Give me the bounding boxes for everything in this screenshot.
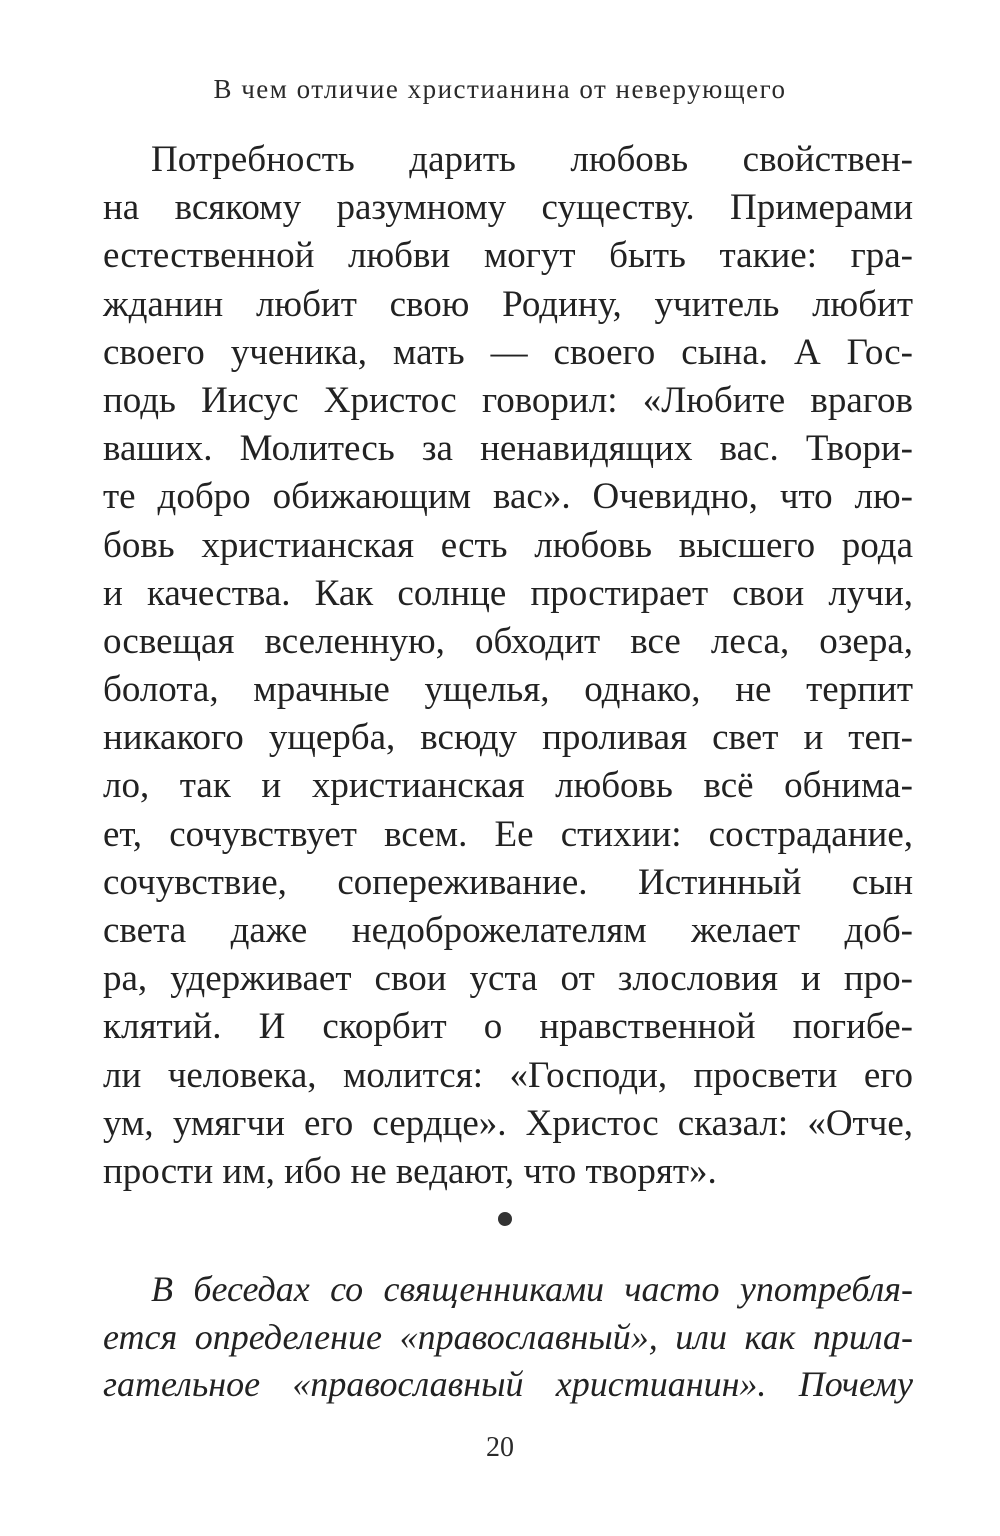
paragraph-line: болота, мрачные ущелья, однако, не терпит (103, 669, 913, 711)
paragraph-line: света даже недоброжелателям желает доб- (103, 910, 913, 951)
question-line: ется определение «православный», или как прила- (103, 1316, 913, 1357)
paragraph-line: освещая вселенную, обходит все леса, озера, (103, 620, 913, 662)
paragraph-line: ваших. Молитесь за ненавидящих вас. Твори- (103, 428, 913, 470)
paragraph-line: жданин любит свою Родину, учитель любит (103, 283, 913, 325)
running-head: В чем отличие христианина от неверующего (213, 74, 787, 104)
question-paragraph (103, 1266, 913, 1409)
question-line: гательное «православный христианин». Почему (103, 1364, 913, 1404)
paragraph-line: те добро обижающим вас». Очевидно, что лю- (103, 476, 913, 518)
paragraph-line: ра, удерживает свои уста от злословия и про- (103, 958, 913, 1000)
bullet-separator-icon (498, 1212, 512, 1226)
paragraph-line: ум, умягчи его сердце». Христос сказал: «Отче, (103, 1102, 913, 1144)
paragraph-line: никакого ущерба, всюду проливая свет и теп- (103, 717, 913, 759)
paragraph-line: ет, сочувствует всем. Ее стихии: сострадание, (103, 813, 913, 855)
question-line: В беседах со священниками часто употребля- (151, 1269, 913, 1309)
paragraph-line: естественной любви могут быть такие: гра- (103, 235, 913, 277)
paragraph-line: прости им, ибо не ведают, что творят». (103, 1150, 717, 1192)
paragraph-line: ло, так и христианская любовь всё обнима- (103, 765, 913, 807)
main-paragraph (103, 136, 913, 1196)
paragraph-line: сочувствие, сопереживание. Истинный сын (103, 861, 913, 903)
page-number: 20 (486, 1432, 514, 1463)
paragraph-line: подь Иисус Христос говорил: «Любите врагов (103, 379, 913, 421)
paragraph-line: клятий. И скорбит о нравственной погибе- (103, 1006, 913, 1048)
paragraph-line: бовь христианская есть любовь высшего рода (103, 524, 913, 566)
paragraph-line: ли человека, молится: «Господи, просвети его (103, 1054, 913, 1096)
paragraph-line: Потребность дарить любовь свойствен- (151, 139, 913, 180)
paragraph-line: и качества. Как солнце простирает свои лучи, (103, 572, 913, 614)
paragraph-line: на всякому разумному существу. Примерами (103, 187, 913, 229)
paragraph-line: своего ученика, мать — своего сына. А Гос- (103, 331, 913, 373)
